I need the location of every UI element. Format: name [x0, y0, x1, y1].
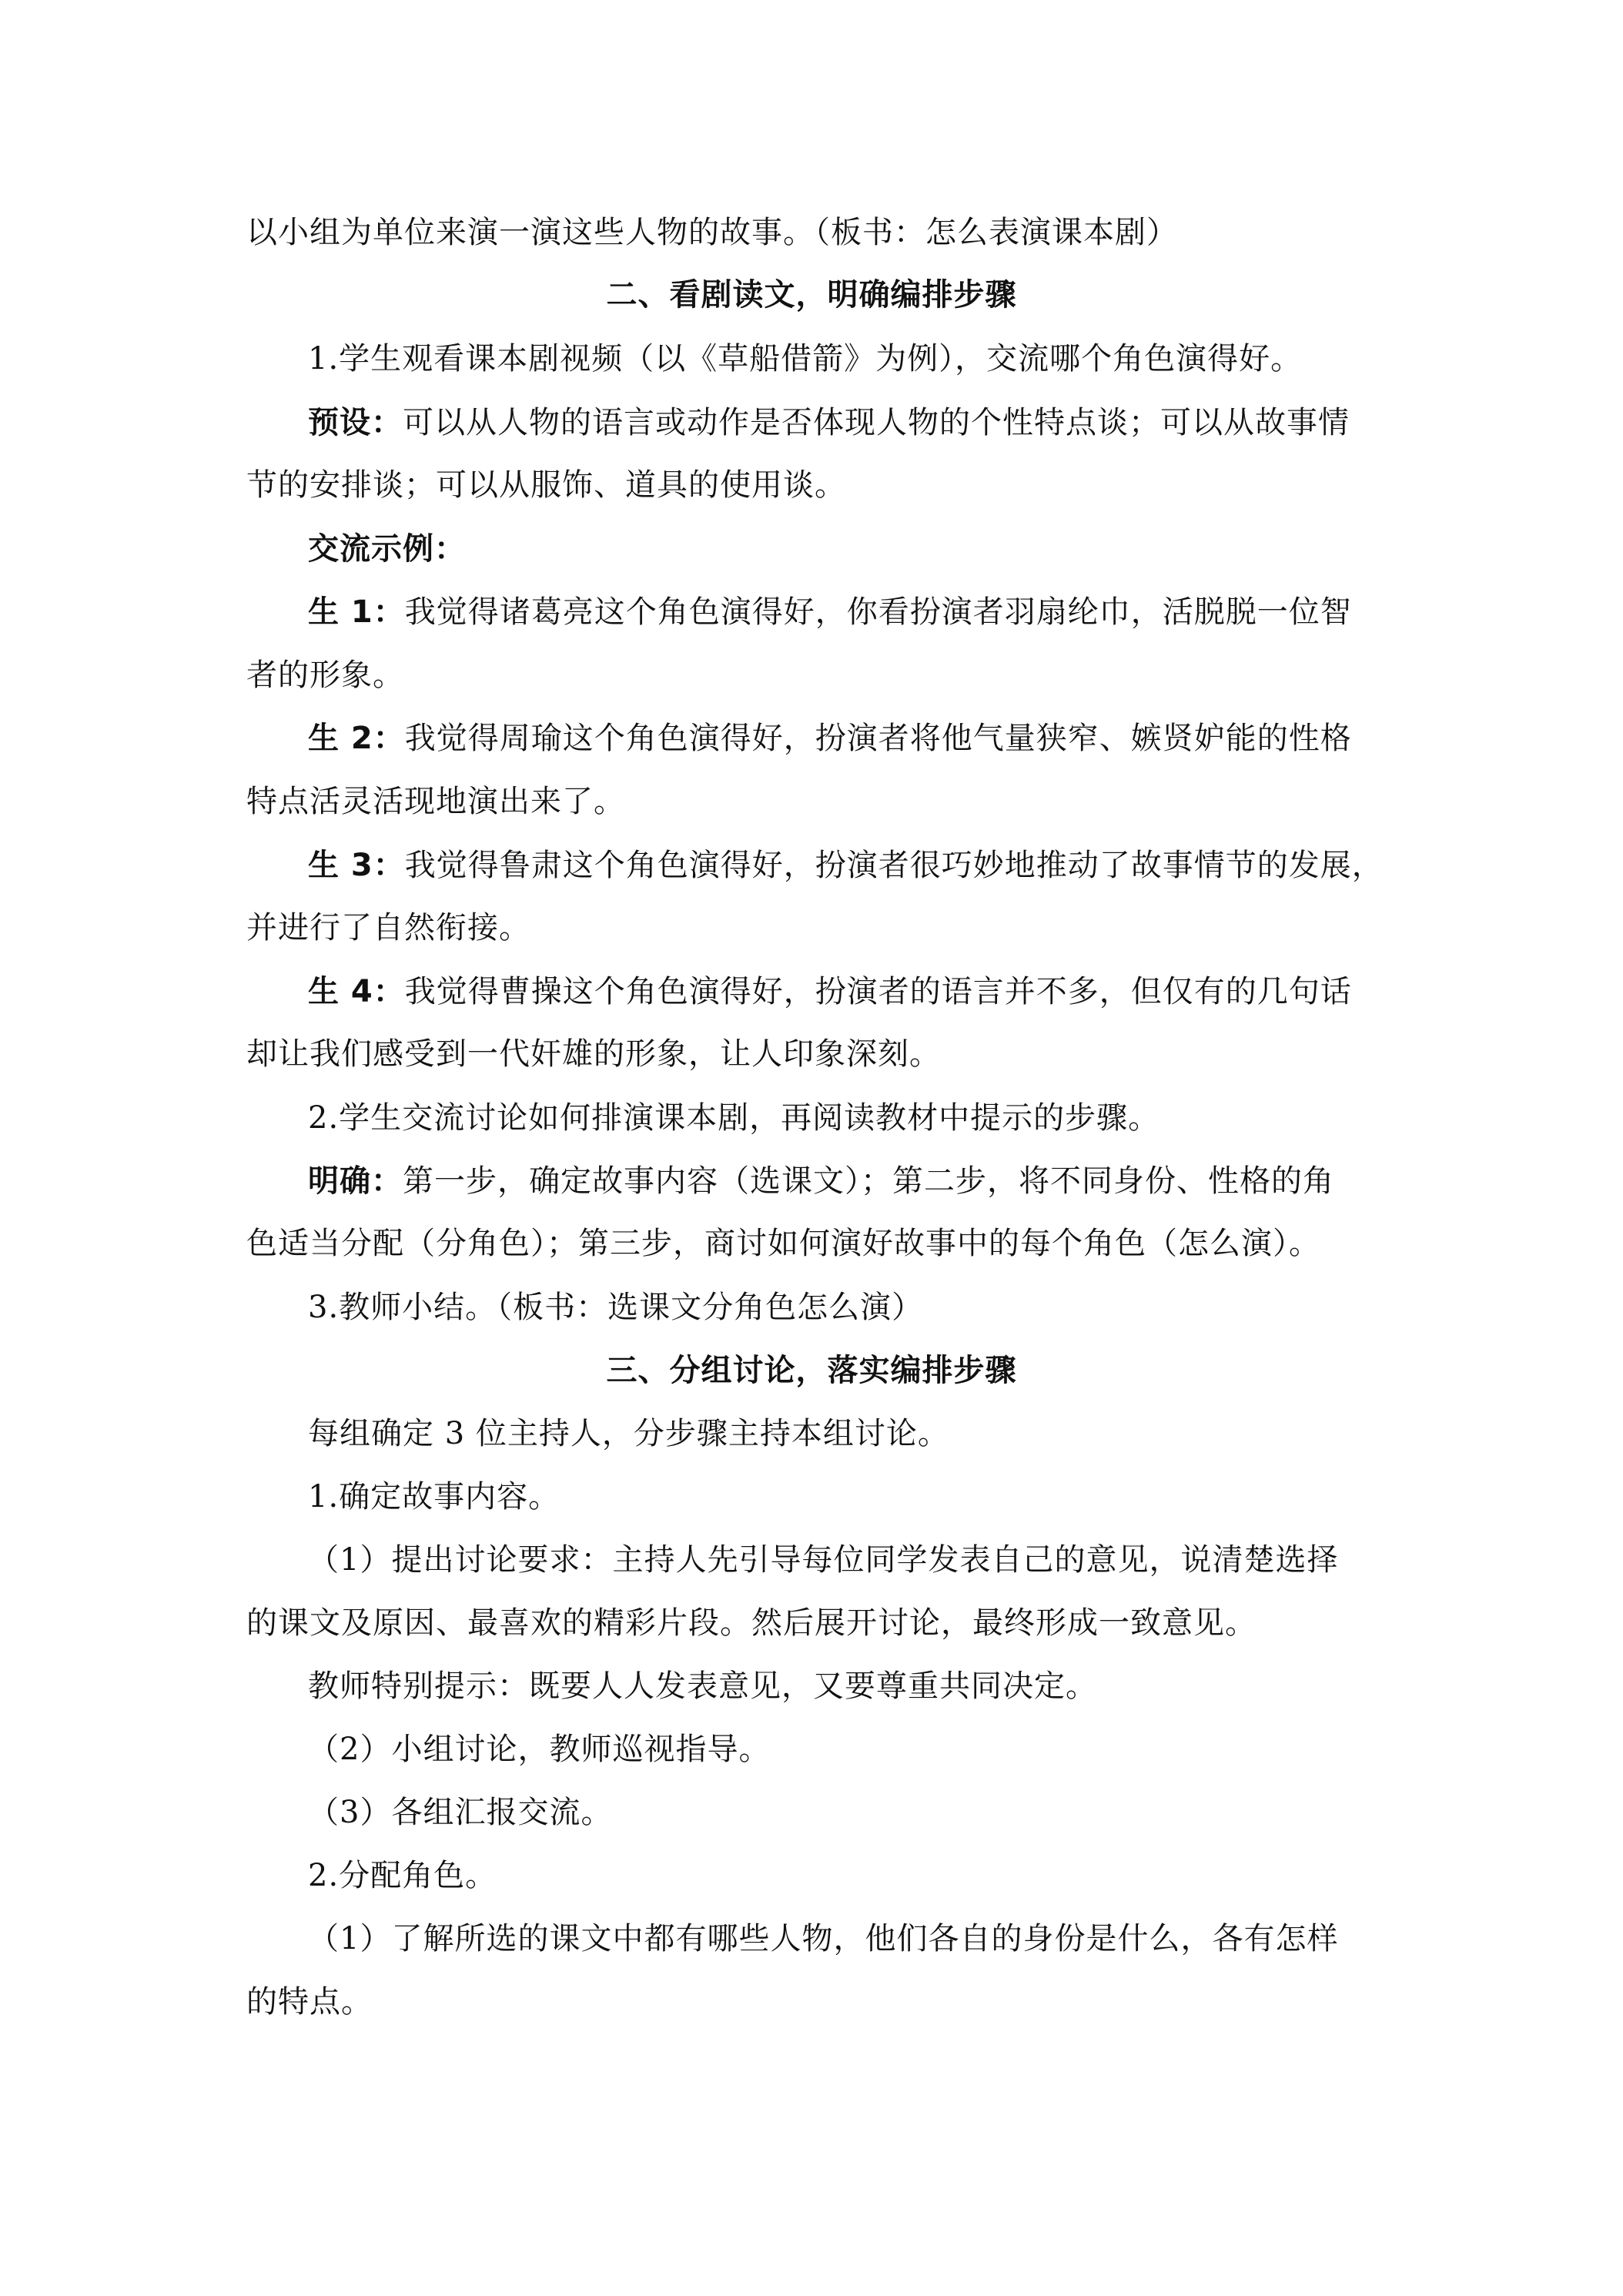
paragraph-line	[308, 970, 1463, 1013]
paragraph-line: 以小组为单位来演一演这些人物的故事。（板书：怎么表演课本剧）	[246, 215, 1178, 250]
student-1-label: 生 1：	[308, 594, 405, 630]
paragraph-line	[308, 717, 1463, 760]
paragraph-text: 我觉得周瑜这个角色演得好，扮演者将他气量狭窄、嫉贤妒能的性格	[404, 721, 1352, 756]
student-2-label: 生 2：	[308, 721, 405, 756]
paragraph-text: 我觉得诸葛亮这个角色演得好，你看扮演者羽扇纶巾，活脱脱一位智	[404, 594, 1352, 630]
paragraph-line: 者的形象。	[246, 658, 404, 693]
section-heading-2: 二、看剧读文，明确编排步骤	[606, 277, 1017, 313]
paragraph-line	[308, 844, 1463, 887]
paragraph-line	[308, 401, 1463, 444]
paragraph-line: 特点活灵活现地演出来了。	[246, 784, 625, 819]
paragraph-line: 1.学生观看课本剧视频（以《草船借箭》为例），交流哪个角色演得好。	[308, 341, 1303, 377]
student-4-label: 生 4：	[308, 974, 405, 1009]
paragraph-line: 的特点。	[246, 1984, 373, 2020]
paragraph-line	[308, 591, 1463, 634]
paragraph-line: （2）小组讨论，教师巡视指导。	[308, 1732, 771, 1767]
paragraph-line: （1）了解所选的课文中都有哪些人物，他们各自的身份是什么，各有怎样	[308, 1921, 1339, 1956]
paragraph-line: 的课文及原因、最喜欢的精彩片段。然后展开讨论，最终形成一致意见。	[246, 1605, 1257, 1641]
example-label: 交流示例：	[308, 531, 466, 567]
paragraph-line: 教师特别提示：既要人人发表意见，又要尊重共同决定。	[308, 1668, 1097, 1704]
paragraph-line: （1）提出讨论要求：主持人先引导每位同学发表自己的意见，说清楚选择	[308, 1542, 1339, 1578]
paragraph-line: 2.分配角色。	[308, 1858, 497, 1893]
paragraph-line: 节的安排谈；可以从服饰、道具的使用谈。	[246, 467, 846, 503]
section-heading-3: 三、分组讨论，落实编排步骤	[606, 1353, 1017, 1388]
paragraph-line	[308, 1160, 1463, 1203]
paragraph-line: 并进行了自然衔接。	[246, 910, 530, 946]
student-3-label: 生 3：	[308, 848, 405, 883]
paragraph-line: 3.教师小结。（板书：选课文分角色怎么演）	[308, 1290, 924, 1325]
paragraph-line: （3）各组汇报交流。	[308, 1795, 613, 1830]
clarify-label: 明确：	[308, 1163, 403, 1199]
paragraph-text: 可以从人物的语言或动作是否体现人物的个性特点谈；可以从故事情	[403, 405, 1350, 440]
paragraph-text: 我觉得鲁肃这个角色演得好，扮演者很巧妙地推动了故事情节的发展，	[404, 848, 1384, 883]
paragraph-text: 我觉得曹操这个角色演得好，扮演者的语言并不多，但仅有的几句话	[404, 974, 1352, 1009]
paragraph-line: 色适当分配（分角色）；第三步，商讨如何演好故事中的每个角色（怎么演）。	[246, 1226, 1320, 1261]
paragraph-line: 却让我们感受到一代奸雄的形象，让人印象深刻。	[246, 1036, 941, 1072]
paragraph-line: 2.学生交流讨论如何排演课本剧，再阅读教材中提示的步骤。	[308, 1100, 1160, 1136]
paragraph-line: 1.确定故事内容。	[308, 1479, 561, 1514]
preset-label: 预设：	[308, 405, 403, 440]
paragraph-line: 每组确定 3 位主持人，分步骤主持本组讨论。	[308, 1416, 949, 1451]
paragraph-text: 第一步，确定故事内容（选课文）；第二步，将不同身份、性格的角	[403, 1163, 1334, 1199]
